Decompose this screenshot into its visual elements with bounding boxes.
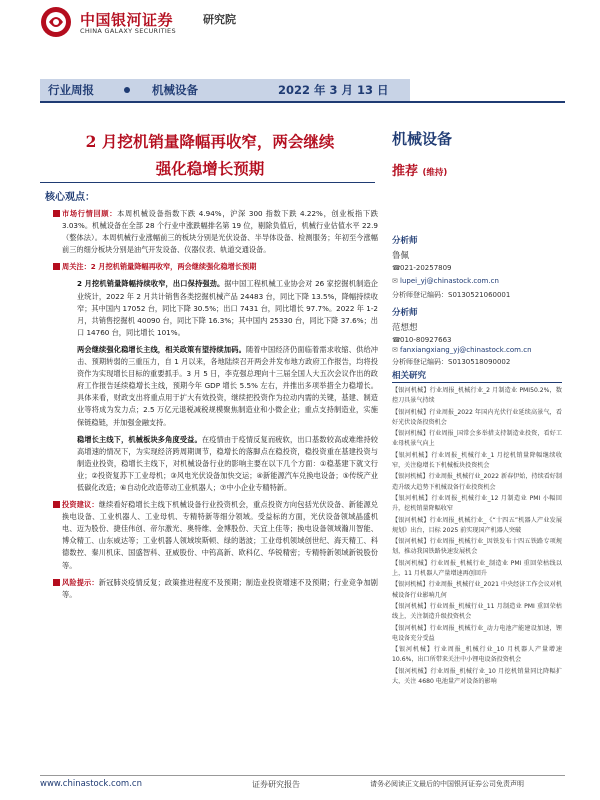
report-type: 行业周报 (48, 83, 94, 97)
related-research-list (392, 386, 562, 688)
square-bullet-icon (53, 263, 60, 270)
analyst-2-title: 分析师 (392, 308, 418, 318)
paragraph-text: 新冠肺炎疫情反复；政策推进程度不及预期；制造业投资增速不及预期；行业竞争加剧等。 (62, 577, 378, 599)
focus-paragraph (50, 261, 378, 273)
paragraph-text: 2 月挖机销量降幅再收窄，两会继续强化稳增长预期 (90, 262, 257, 272)
company-name-en: CHINA GALAXY SECURITIES (80, 27, 176, 35)
related-item[interactable]: 【银河机械】行业周报_机械行业_2022 新春伊始，持续看好制造升级大趋势下机械设备行业投资机会 (392, 473, 562, 491)
paragraph-text: 本周机械设备指数下跌 4.94%，沪深 300 指数下跌 4.22%，创业板指下跌 3.03%。机械设备在全部 28 个行业中涨跌幅排名第 19 位，剔除负值后，机械行业估值水平 22.9（整体法）。本周机械行业涨幅前三的板块分别是光伏设备、半导体设备、检测服务；年初至今涨幅前三的细分板块分别是油气开发设备、仪器仪表、轨道交通设备。 (62, 209, 378, 255)
title-divider (40, 182, 375, 183)
related-item[interactable]: 【银河机械】行业周报_机械行业_制造业 PMI 重回荣枯线以上，11 月机器人产量增速再创回升 (392, 559, 562, 578)
report-date: 2022 年 3 月 13 日 (278, 83, 389, 97)
title-line-1: 2 月挖机销量降幅再收窄，两会继续 (85, 132, 335, 151)
related-divider (392, 382, 562, 383)
side-sector: 机械设备 (392, 130, 453, 148)
report-band (40, 79, 565, 101)
investment-paragraph (50, 499, 378, 572)
related-item[interactable]: 【银河机械】行业周报_机械行业_12 月制造业 PMI 小幅回升，挖机销量降幅收窄 (392, 494, 562, 513)
rating-sub: (维持) (422, 168, 448, 178)
related-research-title: 相关研究 (392, 371, 427, 381)
analyst-2-name: 范想想 (392, 323, 418, 333)
report-title (40, 128, 380, 182)
analyst-1-name: 鲁佩 (392, 251, 410, 261)
square-bullet-icon (53, 579, 60, 586)
analyst-2-cert: 分析师登记编码：S0130518090002 (392, 358, 511, 366)
institute-label: 研究院 (203, 13, 236, 26)
paragraph-lead: 稳增长主线下，机械板块多角度受益。 (77, 434, 202, 444)
paragraph-lead: 2 月挖机销量降幅持续收窄，出口保持强劲。 (77, 279, 225, 289)
related-item[interactable]: 【银河机械】行业周报_机械行业_动力电池产能建设加速，锂电设备充分受益 (392, 624, 562, 642)
related-item[interactable]: 【银河机械】行业周报_机械行业_因铁发布十四五铁路专项规划，推动我国铁路快速发展机会 (392, 538, 562, 556)
market-review-paragraph (50, 208, 378, 256)
excavator-paragraph (50, 278, 378, 338)
paragraph-text: 在疫情由于疫情反复而疲软，出口基数较高或难维持较高增速的情况下，为实现经济跨周期调节，稳增长的落脚点在稳投资，稳投资重在基建投资与制造业投资，稳增长主线下，对机械设备行业的影响主要在以下几个方面：①稳基建下就文行业；②投资复苏下工业母机；③风电光伏设备加快交运；④新能源汽车兑换电设备；⑤传统产业低碳化改造；⑥自动化改造带动工业机器人；⑦中小企业专精特新。 (77, 434, 378, 492)
analyst-2-phone: ☎010-80927663 (392, 336, 452, 344)
analyst-1-phone: ☎021-20257809 (392, 264, 452, 272)
related-item[interactable]: 【银河机械】行业周报_机械行业_10 月挖机销量同比降幅扩大，关注 4680 电池量产对设备的影响 (392, 667, 562, 686)
paragraph-lead: 两会继续强化稳增长主线，相关政策有望持续加码。 (77, 344, 246, 354)
footer-divider (40, 775, 565, 776)
phone-icon: ☎ (392, 336, 401, 344)
band-underline (40, 101, 565, 103)
related-item[interactable]: 【银河机械】行业周报_2022 年国内光伏行业延续高景气，看好光伏设备投资机会 (392, 408, 562, 426)
company-name-cn: 中国银河证券 (80, 11, 174, 29)
phone-icon: ☎ (392, 264, 401, 272)
related-item[interactable]: 【银河机械】行业周报_机械行业_10 月机器人产量增速 10.6%，出口所带来关注中小锂电设备投资机会 (392, 646, 562, 664)
rating (392, 160, 447, 179)
paragraph-lead: 风险提示： (62, 577, 99, 587)
band-dot-icon (124, 87, 130, 93)
analyst-1-title: 分析师 (392, 236, 418, 246)
title-line-2: 强化稳增长预期 (155, 159, 265, 178)
footer-label: 证券研究报告 (252, 780, 300, 789)
footer-url[interactable]: www.chinastock.com.cn (40, 779, 142, 789)
related-item[interactable]: 【银河机械】行业周报_机械行业_11 月制造业 PMI 重回荣枯线上，关注制造升级投资机会 (392, 602, 562, 621)
mail-icon: ✉ (392, 277, 398, 285)
related-item[interactable]: 【银河机械】行业周报_机械行业_《“十四五”机器人产业发展规划》出台，目标 2025 前实现国产机器人突破 (392, 516, 562, 534)
square-bullet-icon (53, 501, 60, 508)
paragraph-text: 随着中国经济仍面临着需求收缩、供给冲击、预期转弱的三重压力，自 1 月以来，各地陆续召开两会并发布地方政府工作报告，均将投资作为实现增长目标的重要抓手。3 月 5 日，李克强总理向十三届全国人大五次会议作出的政府工作报告延续稳增长主线，预期今年 GDP 增长 5.5% 左右，并推出多项举措全力稳增长。具体来看，财政支出将重点用于扩大有效投资，继续把投资作为拉动内需的关键，基建、制造业等将成为发力点；2.5 万亿元退税减税规模聚焦制造业和小微企业；重点支持制造业，实施保链稳链，并加强金融支持。 (77, 344, 378, 427)
policy-paragraph (50, 344, 378, 429)
main-content (50, 208, 378, 606)
risk-paragraph (50, 577, 378, 601)
footer-disclaimer: 请务必阅读正文最后的中国银河证券公司免责声明 (370, 780, 524, 788)
paragraph-lead: 周关注： (62, 262, 91, 272)
related-item[interactable]: 【银河机械】行业周报_国常会多举措支持制造业投资，看好工业母机景气向上 (392, 430, 562, 448)
related-item[interactable]: 【银河机械】行业周报_机械行业_2 月制造业 PMI50.2%，数控刀具景气持续 (392, 387, 562, 405)
benefit-paragraph (50, 434, 378, 494)
analyst-1-email[interactable]: ✉ lupei_yj@chinastock.com.cn (392, 277, 499, 285)
key-points-heading: 核心观点： (45, 192, 95, 203)
related-item[interactable]: 【银河机械】行业周报_机械行业_2021 中央经济工作会议对机械设备行业影响几何 (392, 581, 562, 599)
analyst-2-email[interactable]: ✉ fanxiangxiang_yj@chinastock.com.cn (392, 346, 532, 354)
mail-icon: ✉ (392, 346, 398, 354)
paragraph-text: 据中国工程机械工业协会对 26 家挖掘机制造企业统计，2022 年 2 月共计销售各类挖掘机械产品 24483 台，同比下降 13.5%，降幅持续收窄；其中国内 17052 台，同比下降 30.5%；出口 7431 台，同比增长 97.7%。2022 年 1-2 月，共销售挖掘机 40090 台，同比下降 16.3%；其中国内 25330 台，同比下降 37.6%；出口 14760 台，同比增长 101%。 (77, 279, 378, 337)
paragraph-lead: 市场行情回顾： (62, 209, 118, 218)
square-bullet-icon (53, 210, 60, 217)
paragraph-text: 继续看好稳增长主线下机械设备行业投资机会，重点投资方向包括光伏设备、新能源兑换电设备、工业机器人、工业母机、专精特新等细分领域。受益标的方面，光伏设备领域晶盛机电、迈为股份、捷佳伟创、帝尔激光、奥特维、金博股份、天宜上佳等；换电设备领域瀚川智能、博众精工、山东威达等；工业机器人领域埃斯顿、绿的谐波；工业母机领域创世纪、海天精工、科德数控、秦川机床、国盛智科、亚威股份、中钨高新、欧科亿、华锐精密；专精特新领域新锐股份等。 (62, 500, 378, 570)
related-item[interactable]: 【银河机械】行业周报_机械行业_1 月挖机销量降幅继续收窄，关注稳增长下机械板块投资机会 (392, 451, 562, 470)
paragraph-lead: 投资建议： (62, 500, 99, 510)
analyst-1-cert: 分析师登记编码：S0130521060001 (392, 291, 511, 299)
rating-label: 推荐 (392, 164, 419, 179)
galaxy-logo-icon (40, 6, 72, 38)
band-sector: 机械设备 (152, 83, 198, 97)
